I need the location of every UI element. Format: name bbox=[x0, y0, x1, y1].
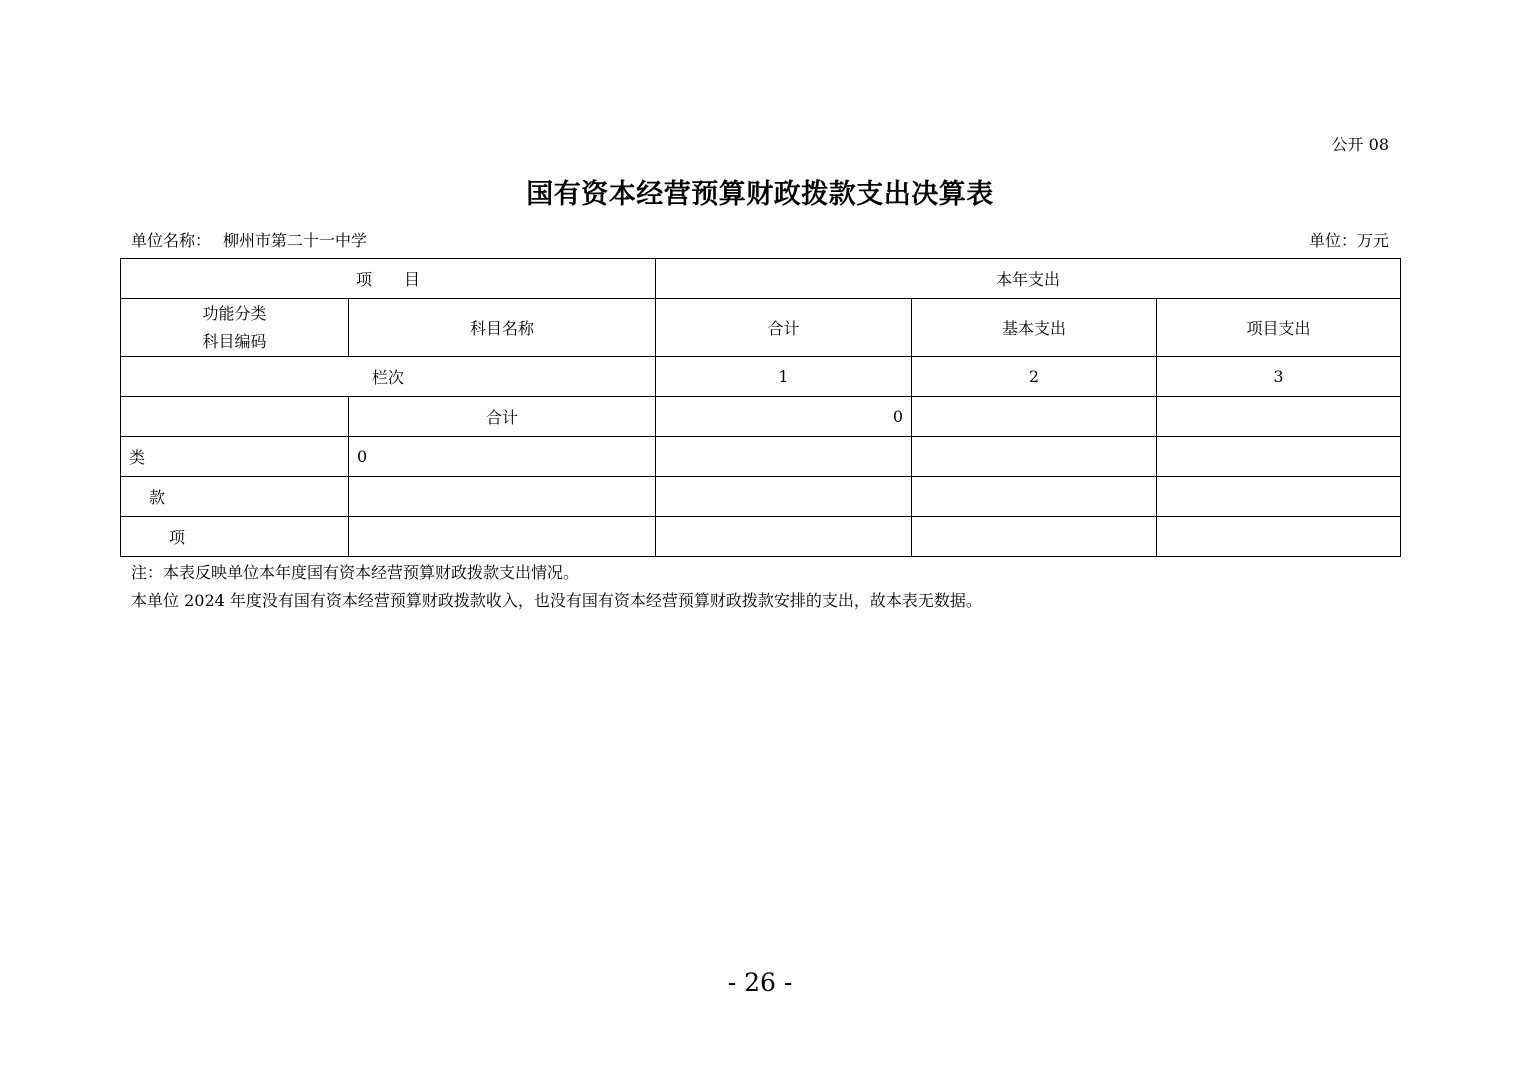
expense-table bbox=[120, 258, 1401, 557]
column-code-header bbox=[121, 299, 349, 357]
meta-row bbox=[131, 228, 1389, 251]
total-amount-cell: 0 bbox=[656, 397, 912, 437]
column-code-line1: 功能分类 bbox=[202, 303, 267, 323]
header-expense: 本年支出 bbox=[656, 259, 1401, 299]
column-total-header: 合计 bbox=[656, 299, 912, 357]
unit-name bbox=[131, 228, 367, 251]
row-project-cell bbox=[1157, 517, 1401, 557]
column-project-header: 项目支出 bbox=[1157, 299, 1401, 357]
row-total-cell bbox=[656, 437, 912, 477]
row-name-cell bbox=[349, 517, 656, 557]
total-row bbox=[121, 397, 1401, 437]
header-item: 项 目 bbox=[121, 259, 656, 299]
page-number: - 26 - bbox=[727, 968, 793, 997]
notes bbox=[131, 559, 982, 615]
row-name-cell bbox=[349, 477, 656, 517]
column-code-line2: 科目编码 bbox=[202, 331, 267, 351]
row-project-cell bbox=[1157, 437, 1401, 477]
note-line-2: 本单位 2024 年度没有国有资本经营预算财政拨款收入，也没有国有资本经营预算财政拨款安排的支出，故本表无数据。 bbox=[131, 591, 982, 610]
row-total-cell bbox=[656, 477, 912, 517]
header-row-columns bbox=[121, 299, 1401, 357]
row-basic-cell bbox=[912, 517, 1157, 557]
column-basic-header: 基本支出 bbox=[912, 299, 1157, 357]
currency-unit: 单位：万元 bbox=[1308, 231, 1389, 250]
row-code-cell: 项 bbox=[121, 517, 349, 557]
row-name-cell: 0 bbox=[349, 437, 656, 477]
total-project-cell bbox=[1157, 397, 1401, 437]
row-basic-cell bbox=[912, 437, 1157, 477]
index-2: 2 bbox=[912, 357, 1157, 397]
index-3: 3 bbox=[1157, 357, 1401, 397]
index-label: 栏次 bbox=[121, 357, 656, 397]
row-total-cell bbox=[656, 517, 912, 557]
total-code-cell bbox=[121, 397, 349, 437]
document-code: 公开 08 bbox=[1331, 135, 1389, 154]
row-basic-cell bbox=[912, 477, 1157, 517]
header-row-top bbox=[121, 259, 1401, 299]
index-row bbox=[121, 357, 1401, 397]
table-row bbox=[121, 437, 1401, 477]
table-row bbox=[121, 477, 1401, 517]
unit-name-value: 柳州市第二十一中学 bbox=[223, 231, 368, 250]
page-title: 国有资本经营预算财政拨款支出决算表 bbox=[526, 179, 994, 210]
row-code-cell: 款 bbox=[121, 477, 349, 517]
row-code-cell: 类 bbox=[121, 437, 349, 477]
index-1: 1 bbox=[656, 357, 912, 397]
total-name-cell: 合计 bbox=[349, 397, 656, 437]
note-line-1: 注：本表反映单位本年度国有资本经营预算财政拨款支出情况。 bbox=[131, 563, 580, 582]
table-row bbox=[121, 517, 1401, 557]
column-name-header: 科目名称 bbox=[349, 299, 656, 357]
unit-name-label: 单位名称： bbox=[131, 231, 212, 250]
row-project-cell bbox=[1157, 477, 1401, 517]
total-basic-cell bbox=[912, 397, 1157, 437]
